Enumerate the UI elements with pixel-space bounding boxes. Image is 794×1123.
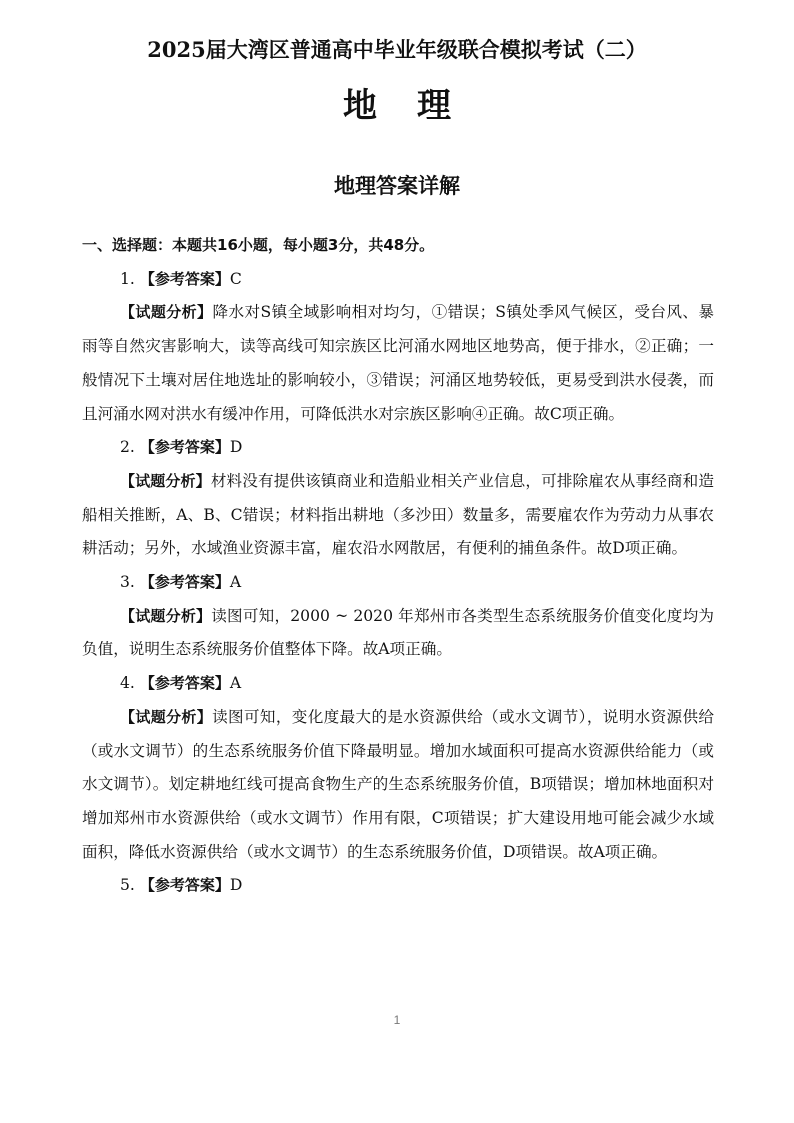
answer-value: C (229, 269, 242, 288)
question-number: 3. (120, 573, 135, 592)
question-number: 1. (120, 269, 135, 288)
answer-label: 【参考答案】 (139, 269, 230, 288)
analysis-label: 【试题分析】 (120, 707, 213, 726)
analysis-text: 读图可知，变化度最大的是水资源供给（或水文调节），说明水资源供给（或水文调节）的生态系统服务价值下降最明显。增加水域面积可提高水资源供给能力（或水文调节）。划定耕地红线可提高食物生产的生态系统服务价值，B项错误；增加林地面积对增加郑州市水资源供给（或水文调节）作用有限，C项错误；扩大建设用地可能会减少水域面积，降低水资源供给（或水文调节）的生态系统服务价值，D项错误。故A项正确。 (82, 707, 714, 861)
analysis-text: 降水对S镇全域影响相对均匀，①错误；S镇处季风气候区，受台风、暴雨等自然灾害影响大，读等高线可知宗族区比河涌水网地区地势高，便于排水，②正确；一般情况下土壤对居住地选址的影响较小，③错误；河涌区地势较低，更易受到洪水侵袭，而且河涌水网对洪水有缓冲作用，可降低洪水对宗族区影响④正确。故C项正确。 (82, 303, 714, 423)
analysis-label: 【试题分析】 (120, 471, 211, 490)
analysis-paragraph (82, 600, 714, 667)
analysis-text: 材料没有提供该镇商业和造船业相关产业信息，可排除雇农从事经商和造船相关推断，A、B、C错误；材料指出耕地（多沙田）数量多，需要雇农作为劳动力从事农耕活动；另外，水域渔业资源丰富，雇农沿水网散居，有便利的捕鱼条件。故D项正确。 (82, 471, 714, 558)
answer-line (82, 263, 714, 297)
section-heading: 一、选择题：本题共16小题，每小题3分，共48分。 (82, 236, 435, 254)
answer-line (82, 566, 714, 600)
page-number: 1 (393, 1013, 401, 1027)
answer-content (82, 229, 714, 903)
document-title: 地理答案详解 (334, 174, 460, 198)
answer-line (82, 431, 714, 465)
answer-value: A (229, 674, 242, 693)
exam-title: 2025届大湾区普通高中毕业年级联合模拟考试（二） (147, 37, 647, 62)
analysis-paragraph (82, 296, 714, 431)
answer-line (82, 869, 714, 903)
answer-label: 【参考答案】 (139, 438, 230, 457)
answer-value: D (229, 438, 243, 457)
answer-value: A (229, 573, 242, 592)
answer-line (82, 667, 714, 701)
subject-title: 地理 (343, 86, 491, 126)
question-number: 5. (120, 876, 135, 895)
question-number: 4. (120, 674, 135, 693)
analysis-paragraph (82, 465, 714, 566)
answer-value: D (229, 876, 243, 895)
analysis-text: 读图可知，2000 ~ 2020 年郑州市各类型生态系统服务价值变化度均为负值，说明生态系统服务价值整体下降。故A项正确。 (82, 606, 714, 659)
analysis-label: 【试题分析】 (120, 303, 213, 322)
answer-label: 【参考答案】 (139, 674, 230, 693)
analysis-label: 【试题分析】 (120, 606, 212, 625)
answer-label: 【参考答案】 (139, 876, 230, 895)
answer-label: 【参考答案】 (139, 573, 230, 592)
question-number: 2. (120, 438, 135, 457)
analysis-paragraph (82, 701, 714, 870)
